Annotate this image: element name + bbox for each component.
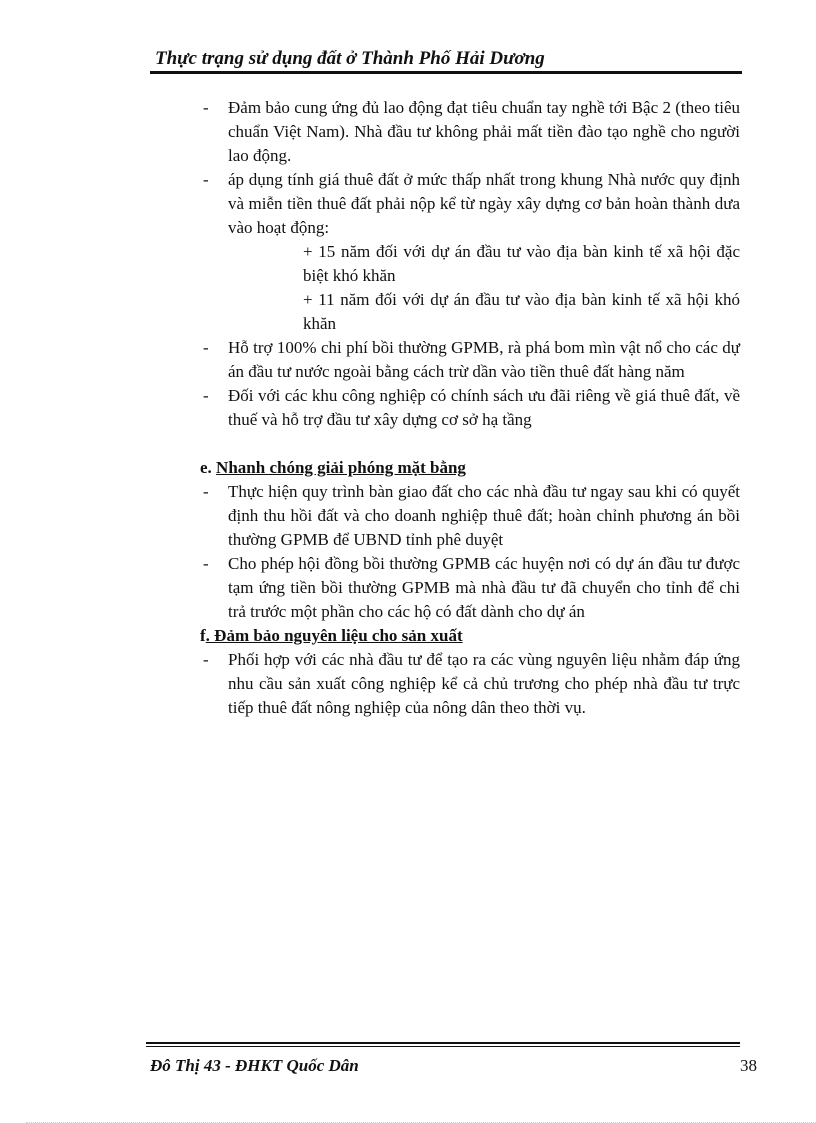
bullet-dash: - bbox=[203, 98, 209, 117]
bullet-dash: - bbox=[203, 554, 209, 573]
section-f-heading bbox=[200, 624, 740, 648]
footer-rule bbox=[146, 1042, 740, 1044]
section-e-heading bbox=[200, 456, 740, 480]
document-body bbox=[200, 96, 740, 720]
list-item-text: Cho phép hội đồng bồi thường GPMB các huyện nơi có dự án đầu tư được tạm ứng tiền bồi thường GPMB mà nhà đầu tư đã chuyển cho tỉnh để chi trả trước một phần cho các hộ có đất dành cho dự án bbox=[228, 554, 740, 621]
section-e-prefix: e. bbox=[200, 458, 217, 477]
section-e-title: Nhanh chóng giải phóng mặt bằng bbox=[216, 458, 466, 477]
list-item-text: Hỗ trợ 100% chi phí bồi thường GPMB, rà phá bom mìn vật nổ cho các dự án đầu tư nước ngoài bằng cách trừ dần vào tiền thuê đất hàng năm bbox=[228, 338, 740, 381]
bullet-dash: - bbox=[203, 386, 209, 405]
bullet-dash: - bbox=[203, 170, 209, 189]
bullet-dash: - bbox=[203, 338, 209, 357]
list-item bbox=[200, 168, 740, 240]
list-item-text: Thực hiện quy trình bàn giao đất cho các nhà đầu tư ngay sau khi có quyết định thu hồi đất và cho doanh nghiệp thuê đất; hoàn chỉnh phương án bồi thường GPMB để UBND tỉnh phê duyệt bbox=[228, 482, 740, 549]
list-item bbox=[200, 480, 740, 552]
sub-item: + 11 năm đối với dự án đầu tư vào địa bàn kinh tế xã hội khó khăn bbox=[303, 290, 740, 333]
bullet-dash: - bbox=[203, 650, 209, 669]
footer-text: Đô Thị 43 - ĐHKT Quốc Dân bbox=[150, 1056, 359, 1075]
page-number: 38 bbox=[740, 1056, 757, 1075]
footer-rule bbox=[146, 1046, 740, 1047]
list-item-text: Đảm bảo cung ứng đủ lao động đạt tiêu chuẩn tay nghề tới Bậc 2 (theo tiêu chuẩn Việt Nam). Nhà đầu tư không phải mất tiền đào tạo nghề cho người lao động. bbox=[228, 98, 740, 165]
list-item bbox=[200, 336, 740, 384]
bullet-dash: - bbox=[203, 482, 209, 501]
sub-item: + 15 năm đối với dự án đầu tư vào địa bàn kinh tế xã hội đặc biệt khó khăn bbox=[303, 242, 740, 285]
list-item bbox=[200, 552, 740, 624]
section-f-prefix: f bbox=[200, 626, 206, 645]
section-f-title: . Đảm bảo nguyên liệu cho sản xuất bbox=[205, 626, 463, 645]
list-item bbox=[200, 648, 740, 720]
page-header bbox=[150, 46, 742, 72]
list-item-text: áp dụng tính giá thuê đất ở mức thấp nhất trong khung Nhà nước quy định và miễn tiền thuê đất phải nộp kể từ ngày xây dựng cơ bản hoàn thành dưa vào hoạt động: bbox=[228, 170, 740, 237]
paragraph-gap bbox=[200, 432, 740, 456]
list-item bbox=[200, 384, 740, 432]
list-item-text: Phối hợp với các nhà đầu tư để tạo ra các vùng nguyên liệu nhằm đáp ứng nhu cầu sản xuất công nghiệp kể cả chủ trương cho phép nhà đầu tư trực tiếp thuê đất nông nghiệp của nông dân theo thời vụ. bbox=[228, 650, 740, 717]
list-item-text: Đối với các khu công nghiệp có chính sách ưu đãi riêng về giá thuê đất, về thuế và hỗ trợ đầu tư xây dựng cơ sở hạ tầng bbox=[228, 386, 740, 429]
list-item bbox=[200, 96, 740, 168]
header-rule bbox=[150, 71, 742, 74]
header-title: Thực trạng sử dụng đất ở Thành Phố Hải Dương bbox=[155, 48, 545, 69]
